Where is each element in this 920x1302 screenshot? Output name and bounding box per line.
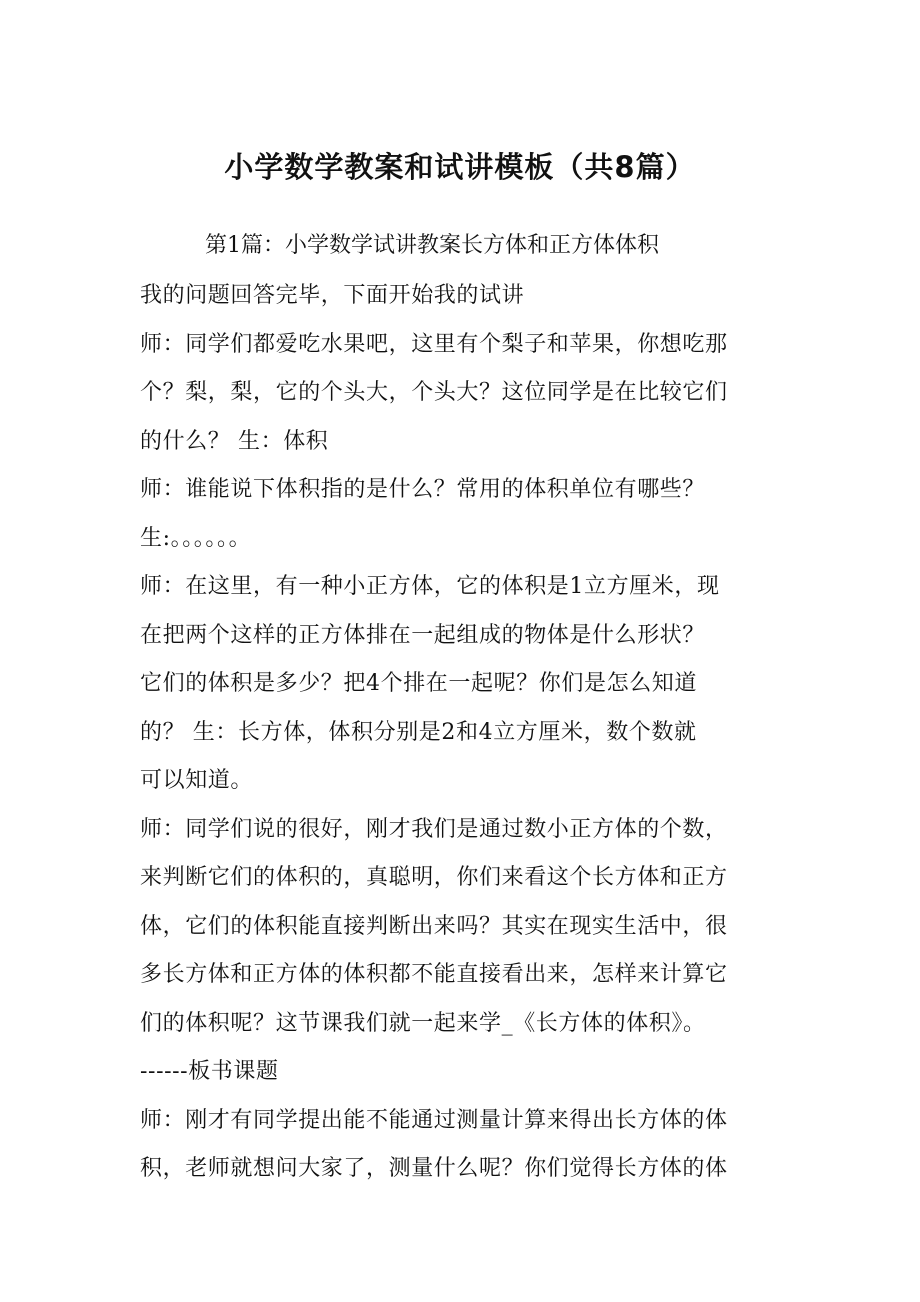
paragraph-line: 的什么？ 生：体积 bbox=[140, 428, 329, 454]
paragraph-line: 多长方体和正方体的体积都不能直接看出来，怎样来计算它 bbox=[140, 962, 728, 987]
paragraph-line: 师：在这里，有一种小正方体，它的体积是1立方厘米，现 bbox=[140, 574, 720, 599]
document-body bbox=[140, 272, 790, 1194]
paragraph-line: 们的体积呢？这节课我们就一起来学_《长方体的体积》。 bbox=[140, 1010, 706, 1036]
paragraph-line: 积，老师就想问大家了，测量什么呢？你们觉得长方体的体 bbox=[140, 1156, 728, 1181]
document-title: 小学数学教案和试讲模板（共8篇） bbox=[224, 150, 696, 184]
paragraph-line: 的？ 生：长方体，体积分别是2和4立方厘米，数个数就 bbox=[140, 719, 697, 745]
paragraph-line: 师：谁能说下体积指的是什么？常用的体积单位有哪些？ bbox=[140, 477, 706, 502]
paragraph-line: 在把两个这样的正方体排在一起组成的物体是什么形状？ bbox=[140, 622, 706, 648]
section-heading: 第1篇：小学数学试讲教案长方体和正方体体积 bbox=[205, 233, 659, 258]
paragraph-line: 师：同学们说的很好，刚才我们是通过数小正方体的个数， bbox=[140, 816, 728, 842]
paragraph-line: 我的问题回答完毕，下面开始我的试讲 bbox=[140, 283, 525, 308]
paragraph-line: 师：刚才有同学提出能不能通过测量计算来得出长方体的体 bbox=[140, 1107, 728, 1133]
paragraph-line: 师：同学们都爱吃水果吧，这里有个梨子和苹果，你想吃那 bbox=[140, 331, 728, 357]
paragraph-line: 可以知道。 bbox=[140, 768, 254, 793]
paragraph-line: 生:。。。。。。 bbox=[140, 525, 252, 551]
paragraph-line: ------板书课题 bbox=[140, 1059, 279, 1084]
paragraph-line: 体，它们的体积能直接判断出来吗？其实在现实生活中，很 bbox=[140, 913, 728, 939]
paragraph-line: 来判断它们的体积的，真聪明，你们来看这个长方体和正方 bbox=[140, 865, 728, 890]
paragraph-line: 个？梨，梨，它的个头大，个头大？这位同学是在比较它们 bbox=[140, 380, 728, 405]
paragraph-line: 它们的体积是多少？把4个排在一起呢？你们是怎么知道 bbox=[140, 671, 697, 696]
